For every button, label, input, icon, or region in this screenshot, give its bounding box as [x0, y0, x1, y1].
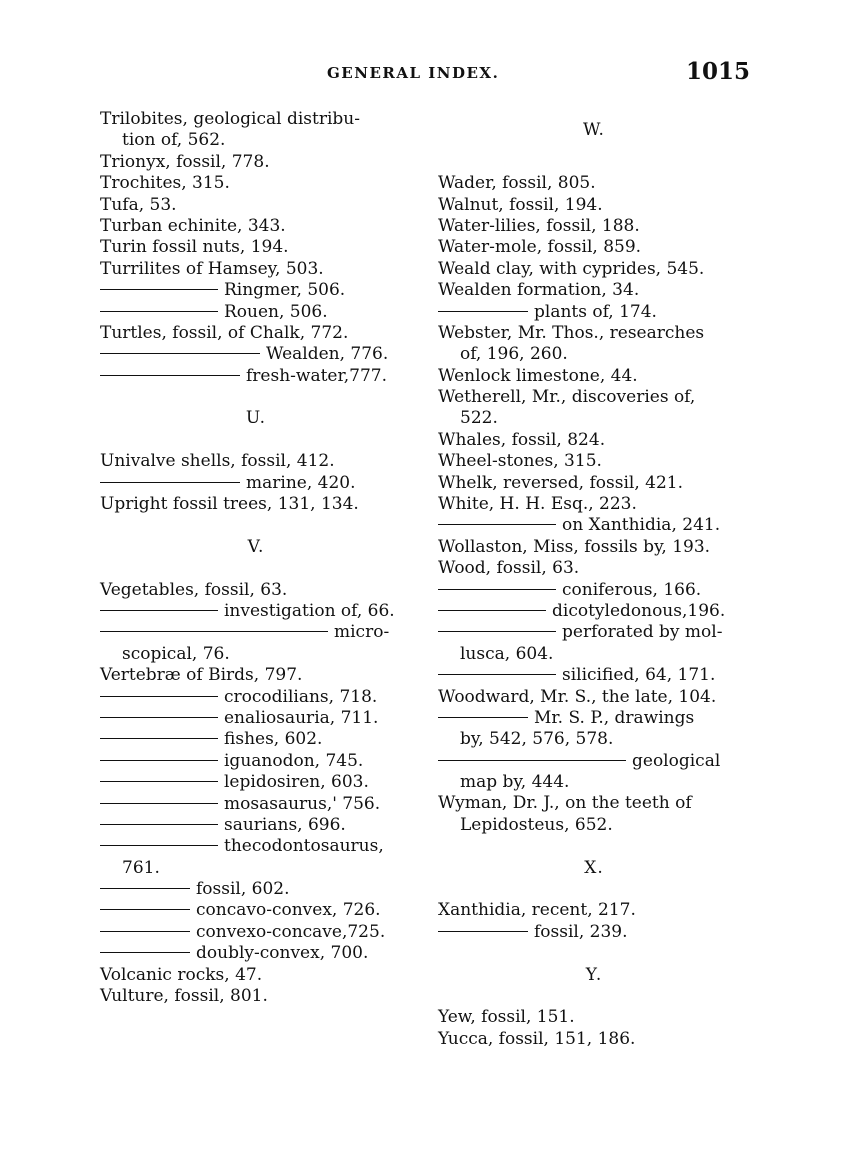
- index-subentry: [100, 366, 412, 387]
- ditto-dash: [100, 803, 218, 804]
- index-entry-continuation: 761.: [122, 857, 160, 878]
- subentry-text: plants of, 174.: [534, 301, 657, 322]
- index-subentry: [100, 943, 412, 964]
- ditto-dash: [100, 610, 218, 611]
- subentry-text: investigation of, 66.: [224, 600, 395, 621]
- index-entry: Water-lilies, fossil, 188.: [438, 215, 640, 236]
- index-entry: Webster, Mr. Thos., researches: [438, 322, 705, 343]
- index-entry: Vulture, fossil, 801.: [100, 986, 268, 1007]
- subentry-text: marine, 420.: [246, 472, 356, 493]
- ditto-dash: [438, 717, 528, 718]
- index-entry: Wheel-stones, 315.: [438, 451, 602, 472]
- subentry-text: fishes, 602.: [224, 729, 323, 750]
- index-subentry: [100, 280, 412, 301]
- index-entry: Walnut, fossil, 194.: [438, 194, 603, 215]
- index-entry: Whales, fossil, 824.: [438, 429, 606, 450]
- ditto-dash: [100, 482, 240, 483]
- index-subentry: [438, 708, 750, 729]
- index-entry: Trilobites, geological distribu-: [100, 109, 360, 129]
- subentry-text: geological: [632, 750, 721, 771]
- ditto-dash: [100, 952, 190, 953]
- index-subentry: [100, 729, 412, 750]
- ditto-dash: [438, 760, 626, 761]
- ditto-dash: [100, 696, 218, 697]
- subentry-text: Rouen, 506.: [224, 301, 328, 322]
- index-subentry: [100, 708, 412, 729]
- index-entry: Tufa, 53.: [100, 194, 177, 215]
- ditto-dash: [100, 781, 218, 782]
- index-entry: Woodward, Mr. S., the late, 104.: [438, 686, 717, 707]
- subentry-text: thecodontosaurus,: [224, 836, 384, 857]
- index-subentry: [438, 580, 750, 601]
- index-entry-continuation: of, 196, 260.: [460, 344, 568, 365]
- subentry-text: Wealden, 776.: [266, 344, 389, 365]
- index-subentry: [438, 922, 750, 943]
- section-letter-w: W.: [583, 119, 605, 140]
- index-entry: White, H. H. Esq., 223.: [438, 494, 637, 515]
- index-entry: Turrilites of Hamsey, 503.: [100, 258, 324, 279]
- subentry-text: micro-: [334, 622, 390, 643]
- index-subentry: [100, 794, 412, 815]
- subentry-text: perforated by mol-: [562, 622, 723, 643]
- index-entry: Yew, fossil, 151.: [438, 1007, 575, 1028]
- subentry-text: silicified, 64, 171.: [562, 665, 716, 686]
- subentry-text: iguanodon, 745.: [224, 750, 364, 771]
- index-subentry: [100, 473, 412, 494]
- index-entry: Wollaston, Miss, fossils by, 193.: [438, 536, 711, 557]
- index-subentry: [100, 836, 412, 857]
- index-subentry: [100, 815, 412, 836]
- subentry-text: Mr. S. P., drawings: [534, 707, 695, 728]
- subentry-text: doubly-convex, 700.: [196, 943, 369, 964]
- index-subentry: [438, 601, 750, 622]
- index-entry: Weald clay, with cyprides, 545.: [438, 258, 705, 279]
- ditto-dash: [100, 289, 218, 290]
- index-entry-continuation: scopical, 76.: [122, 643, 230, 664]
- section-letter-v: V.: [247, 536, 265, 557]
- ditto-dash: [100, 375, 240, 376]
- ditto-dash: [100, 909, 190, 910]
- ditto-dash: [438, 631, 556, 632]
- ditto-dash: [438, 589, 556, 590]
- ditto-dash: [100, 760, 218, 761]
- index-subentry: [100, 879, 412, 900]
- index-entry: Volcanic rocks, 47.: [100, 964, 263, 985]
- subentry-text: crocodilians, 718.: [224, 686, 378, 707]
- index-entry-continuation: Lepidosteus, 652.: [460, 814, 613, 835]
- subentry-text: fossil, 602.: [196, 879, 290, 900]
- subentry-text: saurians, 696.: [224, 814, 346, 835]
- index-entry: Vertebræ of Birds, 797.: [100, 665, 303, 686]
- index-subentry: [438, 515, 750, 536]
- ditto-dash: [100, 738, 218, 739]
- ditto-dash: [438, 311, 528, 312]
- index-subentry: [100, 302, 412, 323]
- index-entry: Trochites, 315.: [100, 173, 230, 194]
- index-entry: Water-mole, fossil, 859.: [438, 237, 642, 258]
- index-entry-continuation: map by, 444.: [460, 772, 570, 793]
- index-subentry: [438, 665, 750, 686]
- subentry-text: mosasaurus,' 756.: [224, 793, 381, 814]
- ditto-dash: [100, 353, 260, 354]
- index-entry-continuation: lusca, 604.: [460, 643, 554, 664]
- index-entry: Turtles, fossil, of Chalk, 772.: [100, 322, 349, 343]
- index-subentry: [100, 601, 412, 622]
- index-entry: Yucca, fossil, 151, 186.: [438, 1028, 636, 1049]
- ditto-dash: [438, 610, 546, 611]
- index-entry: Turin fossil nuts, 194.: [100, 237, 289, 258]
- ditto-dash: [100, 931, 190, 932]
- subentry-text: dicotyledonous,196.: [552, 600, 726, 621]
- ditto-dash: [100, 311, 218, 312]
- ditto-dash: [438, 931, 528, 932]
- index-entry: Wader, fossil, 805.: [438, 173, 596, 194]
- index-entry: Trionyx, fossil, 778.: [100, 151, 270, 172]
- subentry-text: coniferous, 166.: [562, 579, 702, 600]
- subentry-text: on Xanthidia, 241.: [562, 515, 721, 536]
- index-subentry: [100, 344, 412, 365]
- index-entry: Xanthidia, recent, 217.: [438, 900, 636, 921]
- ditto-dash: [100, 631, 328, 632]
- ditto-dash: [100, 845, 218, 846]
- index-subentry: [100, 751, 412, 772]
- ditto-dash: [100, 717, 218, 718]
- index-subentry: [100, 900, 412, 921]
- subentry-text: convexo-concave,725.: [196, 921, 386, 942]
- subentry-text: fossil, 239.: [534, 921, 628, 942]
- subentry-text: lepidosiren, 603.: [224, 772, 369, 793]
- ditto-dash: [438, 674, 556, 675]
- subentry-text: concavo-convex, 726.: [196, 900, 381, 921]
- index-entry: Wyman, Dr. J., on the teeth of: [438, 793, 692, 814]
- index-entry: Whelk, reversed, fossil, 421.: [438, 472, 683, 493]
- index-entry-continuation: by, 542, 576, 578.: [460, 729, 614, 750]
- index-entry: Upright fossil trees, 131, 134.: [100, 494, 359, 515]
- index-entry: Vegetables, fossil, 63.: [100, 579, 288, 600]
- subentry-text: enaliosauria, 711.: [224, 707, 379, 728]
- section-letter-u: U.: [245, 408, 267, 429]
- page-header: [0, 58, 850, 92]
- page-number: 1015: [686, 58, 751, 85]
- section-letter-y: Y.: [585, 964, 603, 985]
- index-entry: Wood, fossil, 63.: [438, 558, 580, 579]
- index-entry: Turban echinite, 343.: [100, 215, 286, 236]
- index-column-right: [438, 109, 750, 1050]
- index-subentry: [438, 622, 750, 643]
- section-letter-x: X.: [584, 857, 604, 878]
- ditto-dash: [100, 888, 190, 889]
- ditto-dash: [100, 824, 218, 825]
- index-column-left: [100, 109, 412, 1007]
- index-entry-continuation: tion of, 562.: [122, 130, 226, 151]
- index-entry-continuation: 522.: [460, 408, 498, 429]
- running-title: GENERAL INDEX.: [327, 64, 500, 82]
- ditto-dash: [438, 524, 556, 525]
- subentry-text: Ringmer, 506.: [224, 280, 346, 301]
- index-entry: Univalve shells, fossil, 412.: [100, 451, 335, 472]
- index-subentry: [100, 622, 412, 643]
- index-subentry: [100, 687, 412, 708]
- index-entry: Wetherell, Mr., discoveries of,: [438, 387, 696, 408]
- index-subentry: [100, 922, 412, 943]
- subentry-text: fresh-water,777.: [246, 365, 387, 386]
- index-subentry: [100, 772, 412, 793]
- index-entry: Wenlock limestone, 44.: [438, 365, 638, 386]
- index-subentry: [438, 751, 750, 772]
- index-entry: Wealden formation, 34.: [438, 280, 640, 301]
- index-subentry: [438, 302, 750, 323]
